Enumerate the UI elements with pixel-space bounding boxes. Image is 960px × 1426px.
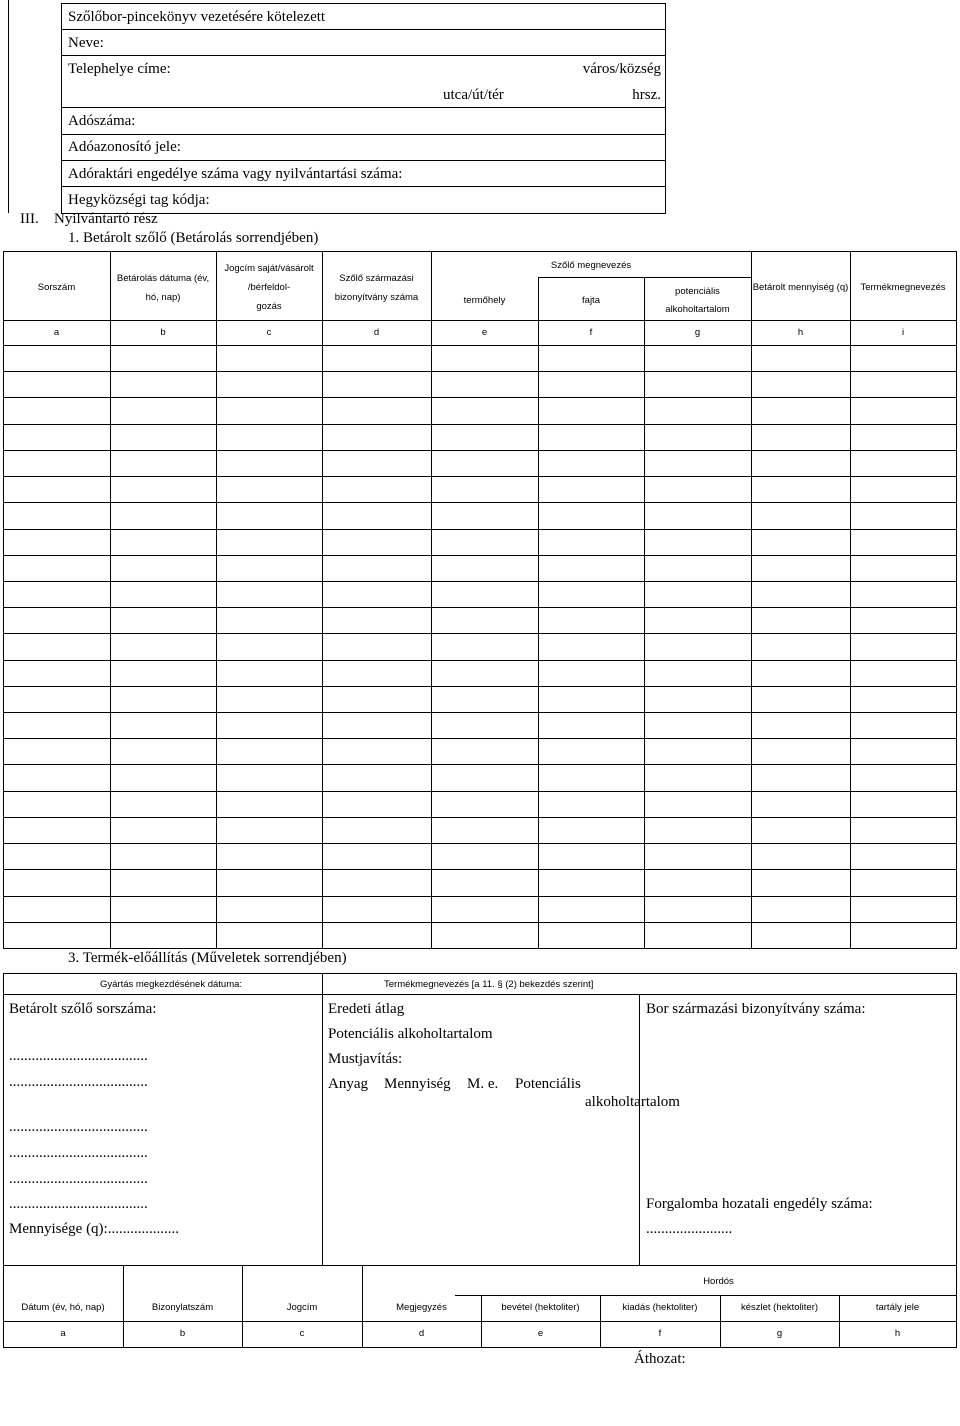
bletter-a: a (60, 1328, 66, 1339)
col-alc-line2: alkoholtartalom (665, 304, 730, 315)
dots-line-3: ..................................... (9, 1119, 148, 1135)
bcol-receipt: Bizonylatszám (151, 1302, 214, 1313)
bletter-g: g (776, 1328, 783, 1339)
bletter-h: h (894, 1328, 901, 1339)
street-label: utca/út/tér (443, 87, 504, 103)
permit-label: Forgalomba hozatali engedély száma: (646, 1196, 873, 1212)
table-row-line (3, 764, 957, 765)
name-label: Neve: (68, 35, 104, 51)
warehouse-label: Adóraktári engedélye száma vagy nyilvántartási száma: (68, 166, 403, 182)
table-row-line (3, 738, 957, 739)
bletter-c: c (299, 1328, 305, 1339)
col-date-line1: Betárolás dátuma (év, (116, 273, 210, 284)
section-title: Nyilvántartó rész (54, 211, 158, 227)
col-fajta: fajta (582, 295, 600, 306)
table-row-line (3, 869, 957, 870)
table-row-line (3, 660, 957, 661)
barrel-group: Hordós (703, 1276, 734, 1287)
col-jogcim-line2: /bérfeldol- (247, 282, 291, 293)
letter-a: a (53, 327, 60, 338)
section1-heading: 1. Betárolt szőlő (Betárolás sorrendjében) (68, 230, 319, 246)
dots-line-4: ..................................... (9, 1145, 148, 1161)
bcol-date: Dátum (év, hó, nap) (21, 1302, 105, 1313)
bcol-jogcim: Jogcím (286, 1302, 318, 1313)
bcol-income: bevétel (hektoliter) (501, 1302, 580, 1313)
table-row-line (3, 581, 957, 582)
letter-d: d (373, 327, 380, 338)
table-row-line (3, 712, 957, 713)
bcol-tank: tartály jele (875, 1302, 920, 1313)
col-termohely: termőhely (463, 295, 506, 306)
table-row-line (3, 791, 957, 792)
table-row-line (3, 397, 957, 398)
table-row-line (3, 424, 957, 425)
carry-over-label: Áthozat: (634, 1351, 686, 1367)
bletter-d: d (418, 1328, 425, 1339)
material-mennyiseg: Mennyiség (384, 1076, 451, 1092)
tax-id-label: Adóazonosító jele: (68, 139, 181, 155)
letter-b: b (160, 327, 166, 338)
section3-heading: 3. Termék-előállítás (Műveletek sorrendjében) (68, 950, 347, 966)
dots-line-2: ..................................... (9, 1074, 148, 1090)
address-label: Telephelye címe: (68, 61, 171, 77)
letter-c: c (266, 327, 272, 338)
col-alc-line1: potenciális (675, 286, 720, 297)
letter-h: h (797, 327, 804, 338)
col-sorszam: Sorszám (37, 282, 76, 293)
bcol-outgo: kiadás (hektoliter) (622, 1302, 698, 1313)
bletter-e: e (537, 1328, 544, 1339)
table-row-line (3, 922, 957, 923)
table-row-line (3, 607, 957, 608)
table-row-line (3, 633, 957, 634)
col-qty: Betárolt mennyiség (q) (752, 282, 849, 293)
bletter-b: b (179, 1328, 186, 1339)
col-jogcim-line1: Jogcím saját/vásárolt (224, 263, 314, 274)
letter-e: e (481, 327, 488, 338)
bcol-stock: készlet (hektoliter) (740, 1302, 819, 1313)
section-num: III. (20, 211, 39, 227)
bletter-f: f (658, 1328, 662, 1339)
col-cert-line1: Szőlő származási (339, 273, 414, 284)
dots-line-6: ..................................... (9, 1196, 148, 1212)
letter-f: f (589, 327, 593, 338)
city-label: város/község (582, 61, 661, 77)
table-row-line (3, 529, 957, 530)
table-row-line (3, 896, 957, 897)
table-row-line (3, 817, 957, 818)
material-pot: Potenciális (515, 1076, 581, 1092)
material-me: M. e. (467, 1076, 499, 1092)
header-title: Szőlőbor-pincekönyv vezetésére kötelezett (68, 9, 326, 25)
table-row-line (3, 476, 957, 477)
permit-dots: ....................... (646, 1221, 733, 1237)
stored-grape-label: Betárolt szőlő sorszáma: (9, 1001, 157, 1017)
product-name-label: Termékmegnevezés [a 11. § (2) bekezdés szerint] (384, 979, 594, 990)
material-anyag: Anyag (328, 1076, 368, 1092)
table-row-line (3, 555, 957, 556)
col-product: Termékmegnevezés (860, 282, 946, 293)
bcol-note: Megjegyzés (396, 1302, 447, 1313)
dots-line-1: ..................................... (9, 1048, 148, 1064)
table-row-line (3, 371, 957, 372)
dots-line-5: ..................................... (9, 1171, 148, 1187)
material-alc: alkoholtartalom (585, 1094, 680, 1110)
table-row-line (3, 686, 957, 687)
table-row-line (3, 843, 957, 844)
letter-i: i (901, 327, 905, 338)
pot-alc-label: Potenciális alkoholtartalom (328, 1026, 493, 1042)
col-grape-group: Szőlő megnevezés (550, 260, 632, 271)
table-row-line (3, 502, 957, 503)
quantity-label: Mennyisége (q):................... (9, 1221, 179, 1237)
prod-date-label: Gyártás megkezdésének dátuma: (100, 979, 243, 990)
col-jogcim-line3: gozás (256, 301, 282, 312)
table-row-line (3, 450, 957, 451)
col-cert-line2: bizonyítvány száma (334, 292, 419, 303)
wine-cert-label: Bor származási bizonyítvány száma: (646, 1001, 866, 1017)
hrsz-label: hrsz. (632, 87, 661, 103)
table-row-line (3, 948, 957, 949)
col-date-line2: hó, nap) (145, 292, 181, 303)
community-label: Hegyközségi tag kódja: (68, 192, 210, 208)
letter-g: g (694, 327, 701, 338)
avg-label: Eredeti átlag (328, 1001, 405, 1017)
tax-number-label: Adószáma: (68, 113, 136, 129)
must-label: Mustjavítás: (328, 1051, 403, 1067)
